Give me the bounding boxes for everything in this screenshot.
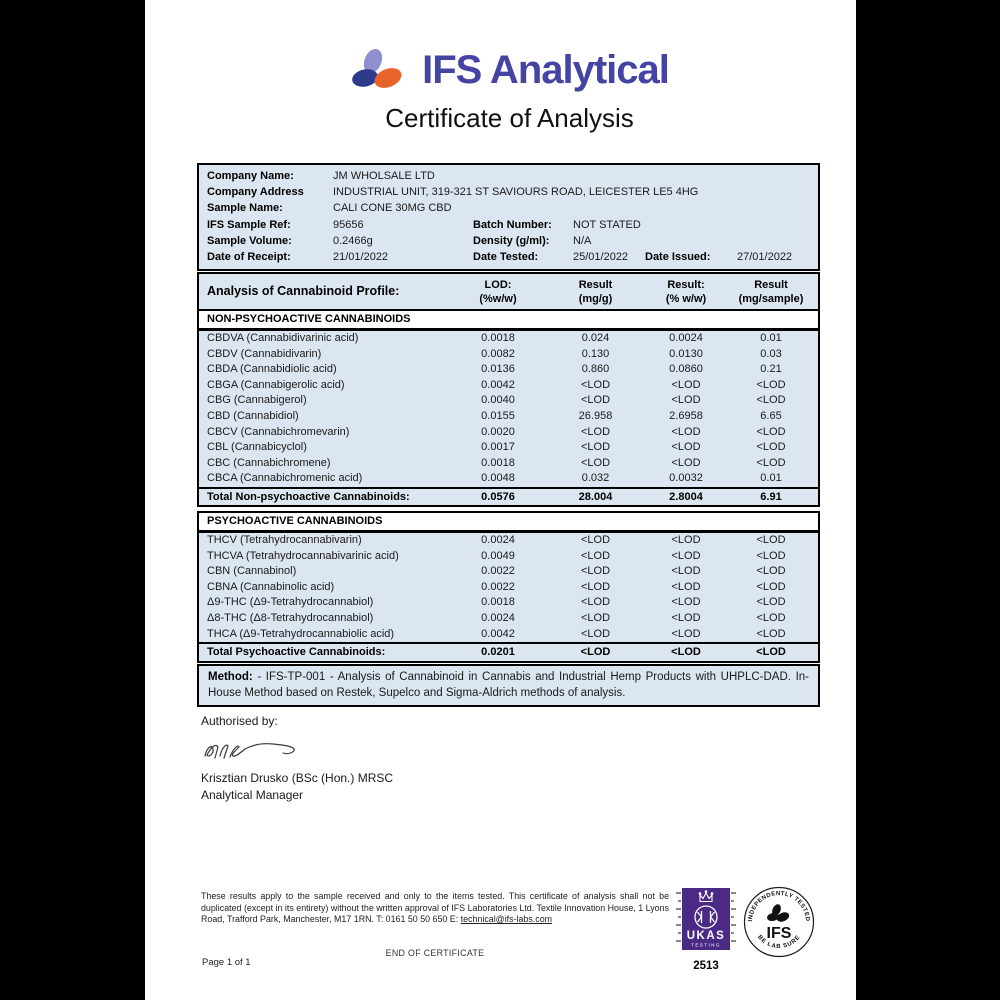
cell: <LOD xyxy=(671,627,701,640)
cell: CBGA (Cannabigerolic acid) xyxy=(207,378,345,391)
cell: <LOD xyxy=(580,394,611,407)
sample-info-table xyxy=(197,163,820,271)
signer-role: Analytical Manager xyxy=(201,788,304,802)
cell: 0.01 xyxy=(760,472,782,485)
cell: CBC (Cannabichromene) xyxy=(207,456,331,469)
ifs-independently-tested-badge-icon xyxy=(743,886,815,958)
cell: 6.65 xyxy=(760,409,782,422)
cell: Δ9-THC (Δ9-Tetrahydrocannabiol) xyxy=(207,596,374,609)
cell: <LOD xyxy=(756,394,786,407)
cell: 0.024 xyxy=(581,332,610,344)
brand-header xyxy=(145,46,856,94)
signature-image xyxy=(201,732,313,768)
page-number: Page 1 of 1 xyxy=(202,957,251,968)
cell: <LOD xyxy=(671,580,701,593)
cell: 0.0860 xyxy=(669,363,703,376)
sample-info-row xyxy=(199,184,818,200)
cell: <LOD xyxy=(756,627,786,640)
cell: 26.958 xyxy=(578,409,613,422)
cell: <LOD xyxy=(580,378,611,391)
cell: <LOD xyxy=(756,549,786,562)
cell: <LOD xyxy=(756,596,786,609)
psychoactive-total xyxy=(199,642,818,661)
ukas-testing-logo xyxy=(675,888,737,959)
cell: 0.0082 xyxy=(481,347,515,360)
cell: 21/01/2022 xyxy=(333,251,389,264)
cell: <LOD xyxy=(580,549,611,562)
section-psychoactive: PSYCHOACTIVE CANNABINOIDS xyxy=(199,513,818,533)
footer-disclaimer: These results apply to the sample received and only to the items tested. This certificate of analysis shall not be duplicated (except in its entirety) without the written approval of IFS Laboratories Ltd. Textile Innovation House, 1 Lyons Road, Trafford Park, Manchester, M17 1RN. T: 0161 50 50 650 E: technical@ifs-labs.com xyxy=(201,891,669,925)
cannabinoid-row xyxy=(199,564,818,580)
cell: 0.0049 xyxy=(481,549,515,562)
column-header-result-pww: Result: (% w/w) xyxy=(665,279,707,305)
cannabinoid-profile-table xyxy=(197,272,820,507)
cell: <LOD xyxy=(756,534,786,546)
cannabinoid-row xyxy=(199,627,818,643)
table-header-row xyxy=(199,274,818,311)
cell: Company Name: xyxy=(207,170,294,182)
total-row xyxy=(199,489,818,506)
cell: <LOD xyxy=(756,456,786,469)
cell: 0.0201 xyxy=(481,646,515,659)
cell: 0.01 xyxy=(760,332,782,344)
ukas-wordmark: UKAS xyxy=(686,930,726,942)
cell: JM WHOLSALE LTD xyxy=(333,170,435,182)
cell: Sample Name: xyxy=(207,202,283,215)
cell: <LOD xyxy=(580,596,611,609)
cannabinoid-row xyxy=(199,611,818,627)
cell: Sample Volume: xyxy=(207,234,292,247)
cell: <LOD xyxy=(671,394,701,407)
cell: CBN (Cannabinol) xyxy=(207,565,297,578)
cell: 0.0136 xyxy=(481,363,515,376)
cell: Δ8-THC (Δ8-Tetrahydrocannabiol) xyxy=(207,611,374,624)
cannabinoid-row xyxy=(199,362,818,378)
cell: <LOD xyxy=(756,378,786,391)
cell: 0.860 xyxy=(581,363,610,376)
cell: 0.0042 xyxy=(481,627,515,640)
cannabinoid-row xyxy=(199,331,818,347)
cell: 0.0020 xyxy=(481,425,515,438)
cell: <LOD xyxy=(671,596,701,609)
cell: 0.0017 xyxy=(481,441,515,454)
cell: 0.0022 xyxy=(481,565,515,578)
cell: 0.0024 xyxy=(481,534,515,546)
cell: 0.0576 xyxy=(481,490,515,503)
cannabinoid-row xyxy=(199,440,818,456)
cell: 28.004 xyxy=(578,490,613,503)
cell: <LOD xyxy=(671,646,701,659)
cell: 95656 xyxy=(333,218,364,231)
cell: <LOD xyxy=(580,534,611,546)
cell: <LOD xyxy=(756,646,786,659)
cell: CBL (Cannabicyclol) xyxy=(207,441,307,454)
ifs-logo-icon xyxy=(350,46,408,94)
cell: INDUSTRIAL UNIT, 319-321 ST SAVIOURS ROAD, LEICESTER LE5 4HG xyxy=(333,186,699,199)
cell: 0.0018 xyxy=(481,456,515,469)
contact-email-link[interactable]: technical@ifs-labs.com xyxy=(460,914,553,925)
cell: 0.2466g xyxy=(333,234,373,247)
cell: THCVA (Tetrahydrocannabivarinic acid) xyxy=(207,549,399,562)
ukas-logo-icon xyxy=(675,888,737,954)
cell: Date Issued: xyxy=(645,251,711,264)
cell: 0.0018 xyxy=(481,332,515,344)
cell: <LOD xyxy=(756,425,786,438)
cell: 0.0032 xyxy=(669,472,703,485)
end-of-certificate-label: END OF CERTIFICATE xyxy=(385,948,485,958)
cell: <LOD xyxy=(580,456,611,469)
cell: Batch Number: xyxy=(473,218,552,231)
cell: <LOD xyxy=(756,611,786,624)
ukas-subtitle: TESTING xyxy=(691,942,721,948)
cell: CBCA (Cannabichromenic acid) xyxy=(207,472,363,485)
cell: Total Psychoactive Cannabinoids: xyxy=(207,646,386,659)
cell: <LOD xyxy=(580,441,611,454)
cell: <LOD xyxy=(580,611,611,624)
cell: Density (g/ml): xyxy=(473,234,550,247)
cell: CBDVA (Cannabidivarinic acid) xyxy=(207,332,359,344)
psychoactive-rows xyxy=(199,533,818,642)
cell: <LOD xyxy=(671,549,701,562)
cannabinoid-row xyxy=(199,425,818,441)
cell: <LOD xyxy=(580,646,611,659)
cell: 0.0048 xyxy=(481,472,515,485)
signer-name: Krisztian Drusko (BSc (Hon.) MRSC xyxy=(201,771,394,785)
cell: <LOD xyxy=(580,580,611,593)
cell: CBDA (Cannabidiolic acid) xyxy=(207,363,337,376)
signer-block xyxy=(201,770,393,804)
cell: 6.91 xyxy=(760,490,782,503)
cell: THCA (Δ9-Tetrahydrocannabiolic acid) xyxy=(207,627,395,640)
cell: CBDV (Cannabidivarin) xyxy=(207,347,322,360)
cell: <LOD xyxy=(671,456,701,469)
cell: IFS Sample Ref: xyxy=(207,218,291,231)
cell: CALI CONE 30MG CBD xyxy=(333,202,452,215)
cell: 25/01/2022 xyxy=(573,251,629,264)
page-title: Certificate of Analysis xyxy=(385,103,634,133)
cell: <LOD xyxy=(756,565,786,578)
cell: <LOD xyxy=(671,534,701,546)
cell: 0.03 xyxy=(760,347,782,360)
cell: <LOD xyxy=(671,565,701,578)
cannabinoid-row xyxy=(199,347,818,363)
column-header-result-mgsample: Result (mg/sample) xyxy=(738,279,804,305)
cannabinoid-row xyxy=(199,471,818,487)
cannabinoid-row xyxy=(199,549,818,565)
sample-info-row xyxy=(199,249,818,265)
cannabinoid-row xyxy=(199,595,818,611)
non-psychoactive-rows xyxy=(199,331,818,487)
cannabinoid-row xyxy=(199,378,818,394)
cell: Total Non-psychoactive Cannabinoids: xyxy=(207,490,410,503)
cell: <LOD xyxy=(580,627,611,640)
sample-info-row xyxy=(199,233,818,249)
cell: 0.0024 xyxy=(481,611,515,624)
cell: 0.0024 xyxy=(669,332,703,344)
cell: NOT STATED xyxy=(573,218,641,231)
psychoactive-table xyxy=(197,511,820,663)
cell: CBD (Cannabidiol) xyxy=(207,409,299,422)
cell: <LOD xyxy=(671,378,701,391)
cell: <LOD xyxy=(671,425,701,438)
badge-top-text: INDEPENDENTLY TESTED xyxy=(747,890,811,922)
certificate-page xyxy=(145,0,856,1000)
cell: 27/01/2022 xyxy=(737,251,793,264)
cell: <LOD xyxy=(756,580,786,593)
cell: 0.0022 xyxy=(481,580,515,593)
section-non-psychoactive: NON-PSYCHOACTIVE CANNABINOIDS xyxy=(199,311,818,331)
cell: CBCV (Cannabichromevarin) xyxy=(207,425,350,438)
cell: CBNA (Cannabinolic acid) xyxy=(207,580,335,593)
cannabinoid-row xyxy=(199,393,818,409)
method-box xyxy=(197,664,820,707)
cell: Company Address xyxy=(207,186,304,199)
cannabinoid-row xyxy=(199,456,818,472)
cell: 0.21 xyxy=(760,363,782,376)
cell: <LOD xyxy=(580,425,611,438)
cell: 0.130 xyxy=(581,347,610,360)
cell: Date of Receipt: xyxy=(207,251,291,264)
badge-bottom-text: BE LAB SURE xyxy=(756,934,802,951)
sample-info-row xyxy=(199,168,818,184)
cell: 0.032 xyxy=(581,472,610,485)
column-header-result-mgg: Result (mg/g) xyxy=(578,279,613,305)
cell: 0.0130 xyxy=(669,347,703,360)
cell: N/A xyxy=(573,234,592,247)
total-row xyxy=(199,644,818,661)
cell: 2.6958 xyxy=(669,409,703,422)
cell: 0.0155 xyxy=(481,409,515,422)
cell: THCV (Tetrahydrocannabivarin) xyxy=(207,534,362,546)
non-psychoactive-total xyxy=(199,487,818,506)
cell: <LOD xyxy=(671,611,701,624)
sample-info-row xyxy=(199,217,818,233)
cannabinoid-row xyxy=(199,409,818,425)
cell: Date Tested: xyxy=(473,251,539,264)
authorised-by-label: Authorised by: xyxy=(201,714,278,728)
cell: 2.8004 xyxy=(669,490,703,503)
brand-name: IFS Analytical xyxy=(422,47,669,92)
method-text: - IFS-TP-001 - Analysis of Cannabinoid in Cannabis and Industrial Hemp Products with UHPLC-DAD. In-House Method based on Restek, Supelco and Sigma-Aldrich methods of analysis. xyxy=(208,671,809,699)
cannabinoid-row xyxy=(199,533,818,549)
cell: CBG (Cannabigerol) xyxy=(207,394,307,407)
cell: <LOD xyxy=(756,441,786,454)
cell: 0.0018 xyxy=(481,596,515,609)
badge-center-text: IFS xyxy=(766,925,792,942)
table-title: Analysis of Cannabinoid Profile: xyxy=(207,284,400,298)
column-header-lod: LOD: (%w/w) xyxy=(479,279,517,305)
method-label: Method: xyxy=(208,671,253,683)
sample-info-row xyxy=(199,200,818,216)
cell: <LOD xyxy=(580,565,611,578)
cell: 0.0040 xyxy=(481,394,515,407)
cell: 0.0042 xyxy=(481,378,515,391)
cannabinoid-row xyxy=(199,580,818,596)
cell: <LOD xyxy=(671,441,701,454)
ukas-accreditation-number: 2513 xyxy=(693,960,719,972)
